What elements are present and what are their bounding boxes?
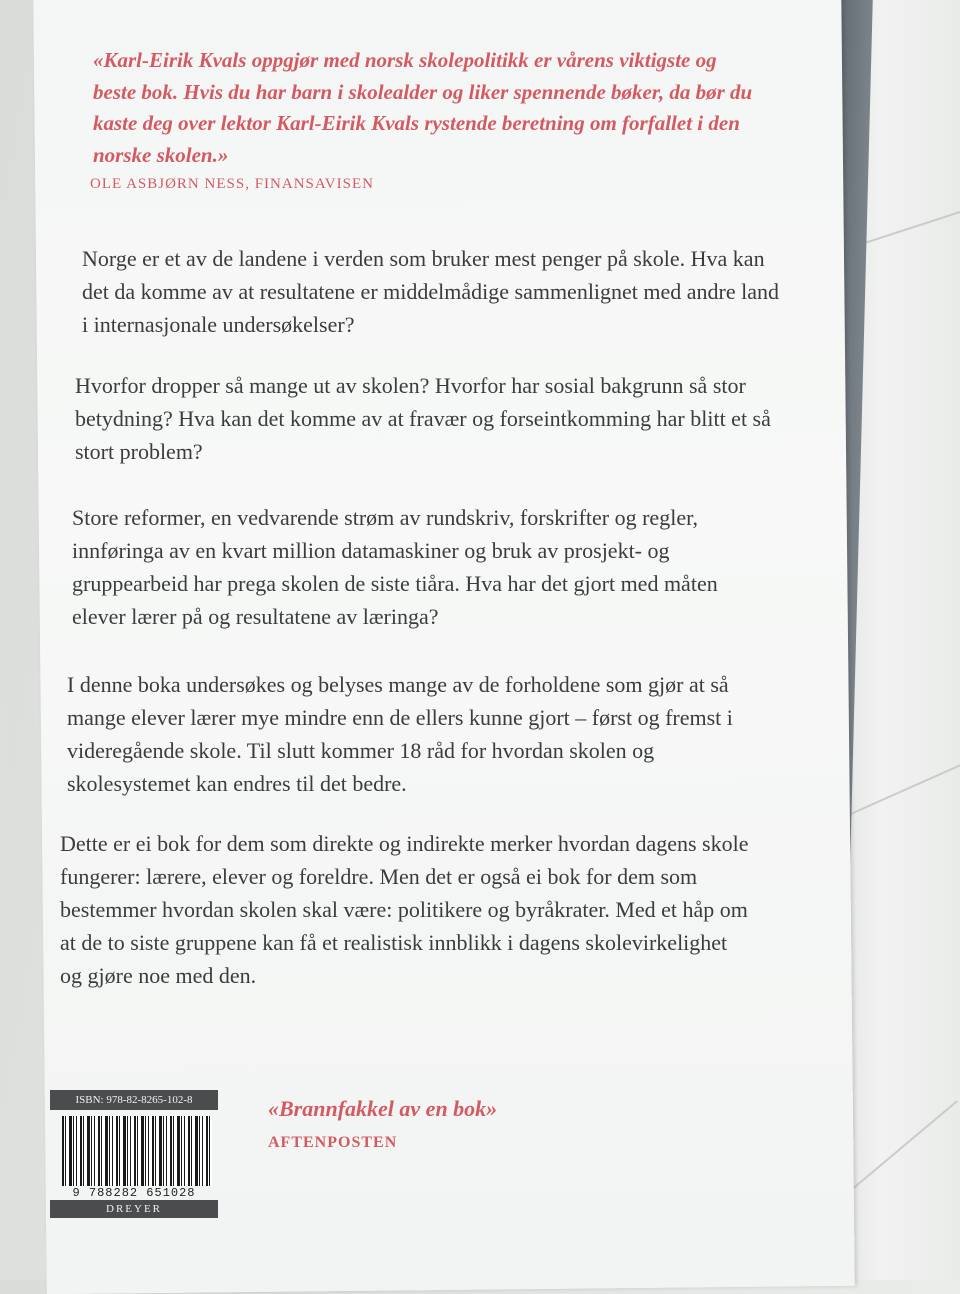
barcode-digits: 9 788282 651028 — [72, 1186, 196, 1200]
publisher-label: DREYER — [50, 1200, 218, 1218]
barcode-bars — [62, 1116, 212, 1186]
blurb-paragraph-5: Dette er ei bok for dem som direkte og indirekte merker hvordan dagens skole fungerer: lærere, elever og foreldre. Men det er også ei bok for dem som bestemmer hvordan skolen skal være: politikere og byråkrater. Med et håp om at de to siste gruppene kan få et realistisk innblikk i dagens skolevirkelighet og gjøre noe med den. — [60, 831, 749, 988]
blurb-paragraph-3: Store reformer, en vedvarende strøm av rundskriv, forskrifter og regler, innføringa av en kvart million datamaskiner og bruk av prosjekt- og gruppearbeid har prega skolen de siste tiåra. Hva har det gjort med måten elever lærer på og resultatene av læringa? — [72, 505, 718, 629]
isbn-label: ISBN: 978-82-8265-102-8 — [50, 1090, 218, 1110]
review-quote-bottom: «Brannfakkel av en bok» — [268, 1096, 498, 1121]
blurb-paragraph-4: I denne boka undersøkes og belyses mange av de forholdene som gjør at så mange elever lærer mye mindre enn de ellers kunne gjort – først og fremst i videregående skole. Til slutt kommer 18 råd for hvordan skolen og skolesystemet kan endres til det bedre. — [67, 672, 733, 796]
review-quote-top: «Karl-Eirik Kvals oppgjør med norsk skolepolitikk er vårens viktigste og beste bok. Hvis du har barn i skolealder og liker spennende bøker, da bør du kaste deg over lektor Karl-Eirik Kvals rystende beretning om forfallet i den norske skolen.» — [93, 48, 753, 167]
blurb-paragraph-1: Norge er et av de landene i verden som bruker mest penger på skole. Hva kan det da komme av at resultatene er middelmådige sammenlignet med andre land i internasjonale undersøkelser? — [82, 246, 780, 337]
review-quote-bottom-source: AFTENPOSTEN — [268, 1134, 398, 1151]
blurb-paragraph-2: Hvorfor dropper så mange ut av skolen? Hvorfor har sosial bakgrunn så stor betydning? Hva kan det komme av at fravær og forseintkomming har blitt et så stort problem? — [75, 373, 771, 464]
isbn-barcode — [50, 1090, 218, 1220]
review-quote-top-source: OLE ASBJØRN NESS, FINANSAVISEN — [90, 176, 374, 192]
